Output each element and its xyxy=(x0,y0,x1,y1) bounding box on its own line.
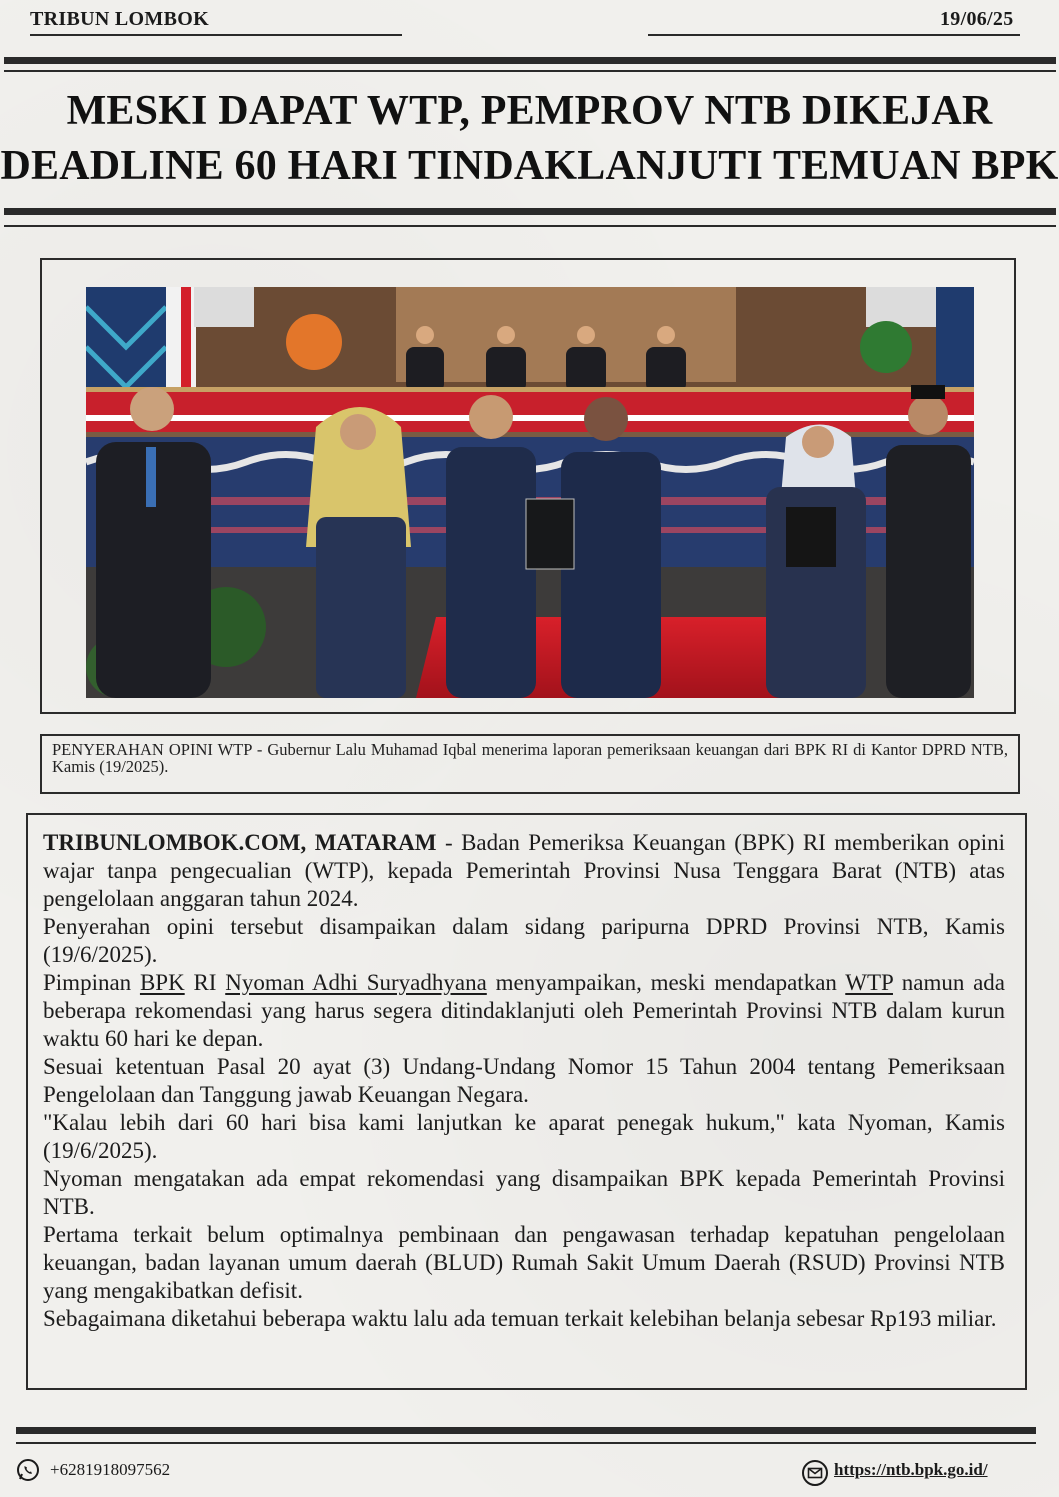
paragraph-3 xyxy=(43,969,1005,1053)
photo-caption: PENYERAHAN OPINI WTP - Gubernur Lalu Muhamad Iqbal menerima laporan pemeriksaan keuangan dari BPK RI di Kantor DPRD NTB, Kamis (19/2025). xyxy=(52,740,1008,776)
footer-phone[interactable]: +6281918097562 xyxy=(50,1460,171,1479)
link-wtp[interactable]: WTP xyxy=(845,970,893,995)
photo-frame xyxy=(40,258,1016,714)
caption-box xyxy=(40,734,1020,794)
whatsapp-icon xyxy=(16,1458,40,1482)
headline-line-2: DEADLINE 60 HARI TINDAKLANJUTI TEMUAN BPK xyxy=(0,143,1059,189)
footer-rule-thick xyxy=(16,1427,1036,1434)
news-photo xyxy=(86,287,974,698)
headline-rule-thin xyxy=(4,225,1056,227)
dateline: TRIBUNLOMBOK.COM, MATARAM xyxy=(43,830,437,855)
paragraph-3-mid2: menyampaikan, meski mendapatkan xyxy=(486,970,846,995)
publication-name: TRIBUN LOMBOK xyxy=(30,8,209,30)
paragraph-8: Sebagaimana diketahui beberapa waktu lalu ada temuan terkait kelebihan belanja sebesar Rp193 miliar. xyxy=(43,1306,997,1331)
footer-url-link[interactable]: https://ntb.bpk.go.id/ xyxy=(834,1460,988,1479)
masthead-underline-left xyxy=(30,34,402,36)
article-box xyxy=(26,813,1027,1390)
paragraph-1-text: - Badan Pemeriksa Keuangan (BPK) RI memberikan opini wajar tanpa pengecualian (WTP), kepada Pemerintah Provinsi Nusa Tenggara Barat (NTB) atas pengelolaan anggaran tahun 2024. xyxy=(43,830,1005,911)
footer-rule-thin xyxy=(16,1442,1036,1444)
paragraph-6: Nyoman mengatakan ada empat rekomendasi yang disampaikan BPK kepada Pemerintah Provinsi NTB. xyxy=(43,1166,1005,1219)
paragraph-5: "Kalau lebih dari 60 hari bisa kami lanjutkan ke aparat penegak hukum," kata Nyoman, Kamis (19/6/2025). xyxy=(43,1110,1005,1163)
top-rule-thick xyxy=(4,57,1056,64)
link-nyoman[interactable]: Nyoman Adhi Suryadhyana xyxy=(225,970,487,995)
paragraph-3-pre: Pimpinan xyxy=(43,970,140,995)
link-bpk[interactable]: BPK xyxy=(139,970,185,995)
paragraph-7: Pertama terkait belum optimalnya pembinaan dan pengawasan terhadap kepatuhan pengelolaan keuangan, badan layanan umum daerah (BLUD) Rumah Sakit Umum Daerah (RSUD) Provinsi NTB yang mengakibatkan defisit. xyxy=(43,1222,1005,1303)
paragraph-1 xyxy=(43,829,1005,913)
top-rule-thin xyxy=(4,70,1056,72)
mail-icon xyxy=(802,1460,828,1486)
masthead-underline-right xyxy=(648,34,1020,36)
headline-line-1: MESKI DAPAT WTP, PEMPROV NTB DIKEJAR xyxy=(66,88,993,134)
paragraph-3-mid1: RI xyxy=(184,970,226,995)
paragraph-4: Sesuai ketentuan Pasal 20 ayat (3) Undang-Undang Nomor 15 Tahun 2004 tentang Pemeriksaan Pengelolaan dan Tanggung jawab Keuangan Negara. xyxy=(43,1054,1005,1107)
paragraph-2: Penyerahan opini tersebut disampaikan dalam sidang paripurna DPRD Provinsi NTB, Kamis (19/6/2025). xyxy=(43,914,1005,967)
headline-rule-thick xyxy=(4,208,1056,215)
paragraph-3-post: namun ada beberapa rekomendasi yang harus segera ditindaklanjuti oleh Pemerintah Provinsi NTB dalam kurun waktu 60 hari ke depan. xyxy=(43,970,1006,1051)
publication-date: 19/06/25 xyxy=(940,8,1014,30)
headline xyxy=(0,84,1059,194)
